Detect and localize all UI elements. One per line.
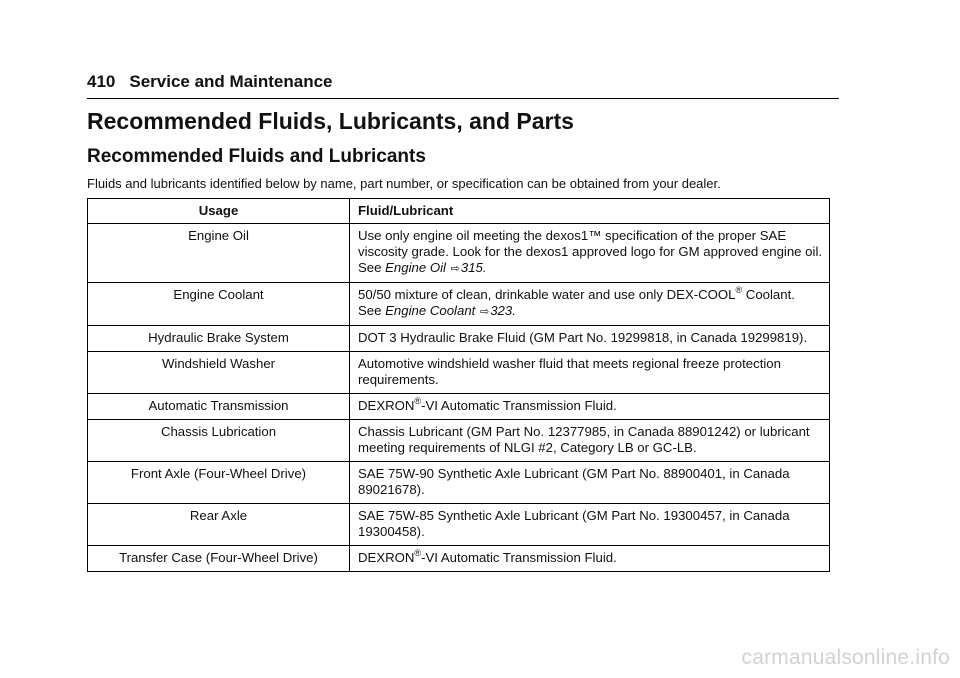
- page-reference[interactable]: 315: [460, 260, 483, 275]
- table-row: [88, 224, 830, 283]
- fluid-cell: Chassis Lubricant (GM Part No. 12377985, in Canada 88901242) or lubricant meeting requirements of NLGI #2, Category LB or GC-LB.: [350, 420, 830, 462]
- section-subtitle: Recommended Fluids and Lubricants: [87, 146, 426, 167]
- fluid-cell: SAE 75W-85 Synthetic Axle Lubricant (GM Part No. 19300457, in Canada 19300458).: [350, 504, 830, 546]
- usage-cell: Front Axle (Four-Wheel Drive): [88, 462, 350, 504]
- fluid-cell: [350, 394, 830, 420]
- table-row: [88, 504, 830, 546]
- fluid-cell: [350, 224, 830, 283]
- usage-cell: Chassis Lubrication: [88, 420, 350, 462]
- usage-cell: Engine Oil: [88, 224, 350, 283]
- fluid-cell: [350, 283, 830, 326]
- fluid-text-continued: Coolant.: [742, 287, 795, 302]
- table-row: [88, 326, 830, 352]
- fluid-text: DEXRON: [358, 550, 415, 565]
- usage-cell: Hydraulic Brake System: [88, 326, 350, 352]
- table-header-row: [88, 199, 830, 224]
- usage-cell: Transfer Case (Four-Wheel Drive): [88, 546, 350, 572]
- cross-reference-link[interactable]: Engine Coolant: [385, 303, 476, 318]
- fluid-cell: DOT 3 Hydraulic Brake Fluid (GM Part No. 19299818, in Canada 19299819).: [350, 326, 830, 352]
- table-row: [88, 546, 830, 572]
- fluid-cell: [350, 546, 830, 572]
- registered-mark: ®: [414, 396, 422, 406]
- fluid-column-header: Fluid/Lubricant: [350, 199, 830, 224]
- page-reference-icon: ⇨: [480, 306, 490, 318]
- table-row: [88, 394, 830, 420]
- usage-cell: Automatic Transmission: [88, 394, 350, 420]
- see-label: See: [358, 303, 382, 318]
- reference-period: .: [512, 303, 516, 318]
- usage-cell: Rear Axle: [88, 504, 350, 546]
- page-number: 410: [87, 72, 116, 91]
- cross-reference-link[interactable]: Engine Oil: [385, 260, 446, 275]
- fluid-cell: Automotive windshield washer fluid that meets regional freeze protection requirements.: [350, 352, 830, 394]
- fluid-text: DEXRON: [358, 398, 415, 413]
- registered-mark: ®: [414, 548, 422, 558]
- fluid-text: 50/50 mixture of clean, drinkable water and use only DEX-COOL: [358, 287, 736, 302]
- page-title: Recommended Fluids, Lubricants, and Parts: [87, 108, 574, 134]
- table-row: [88, 283, 830, 326]
- page-header: [87, 72, 839, 99]
- page-reference-icon: ⇨: [450, 263, 460, 275]
- table-row: [88, 352, 830, 394]
- intro-paragraph: Fluids and lubricants identified below by name, part number, or specification can be obtained from your dealer.: [87, 176, 721, 191]
- page-reference[interactable]: 323: [490, 303, 513, 318]
- fluids-table: [87, 198, 830, 572]
- table-row: [88, 420, 830, 462]
- section-title: Service and Maintenance: [129, 72, 333, 91]
- fluid-text: Use only engine oil meeting the dexos1™ specification of the proper SAE viscosity grade. Look for the dexos1 approved logo for GM approved engine oil. See: [358, 228, 823, 275]
- registered-mark: ®: [735, 285, 743, 295]
- fluid-text-continued: -VI Automatic Transmission Fluid.: [421, 550, 617, 565]
- fluid-text-continued: -VI Automatic Transmission Fluid.: [421, 398, 617, 413]
- reference-period: .: [482, 260, 487, 275]
- usage-cell: Windshield Washer: [88, 352, 350, 394]
- fluid-cell: SAE 75W-90 Synthetic Axle Lubricant (GM Part No. 88900401, in Canada 89021678).: [350, 462, 830, 504]
- usage-cell: Engine Coolant: [88, 283, 350, 326]
- watermark: carmanualsonline.info: [741, 646, 950, 669]
- usage-column-header: Usage: [88, 199, 350, 224]
- table-row: [88, 462, 830, 504]
